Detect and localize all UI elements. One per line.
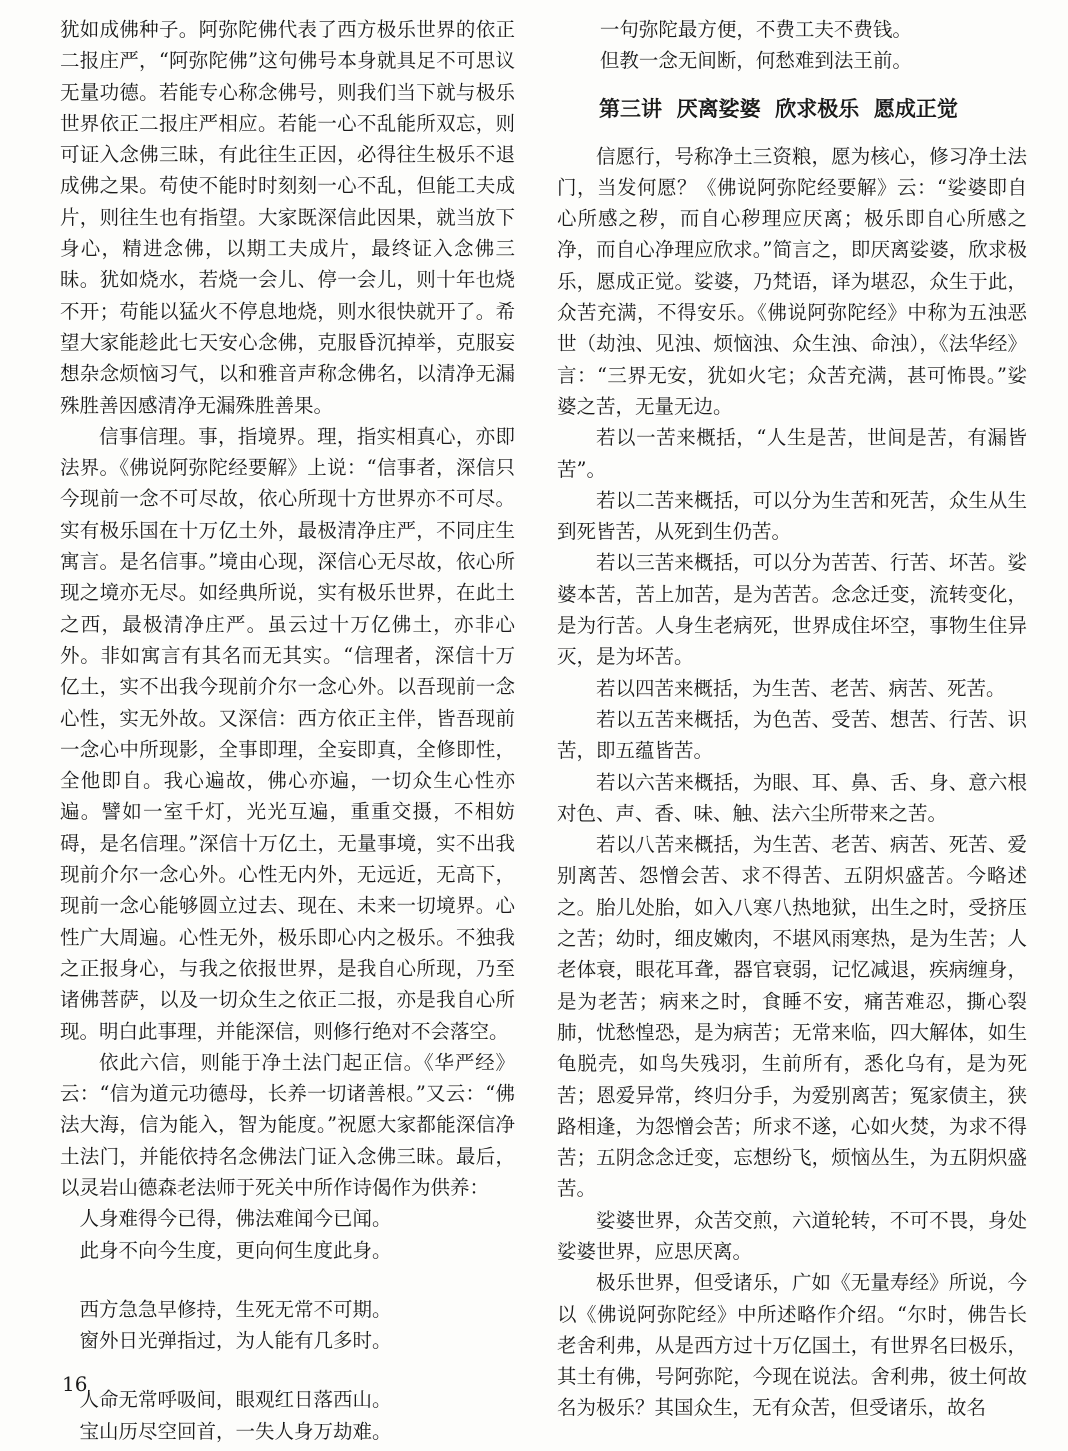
poem-line: 此身不向今生度，更向何生度此身。 [79,1238,392,1262]
paragraph: 若以二苦来概括，可以分为生苦和死苦，众生从生到死皆苦，从死到生仍苦。 [557,488,1027,544]
poem-line: 人身难得今已得，佛法难闻今已闻。 [79,1207,392,1231]
paragraph: 若以八苦来概括，为生苦、老苦、病苦、死苦、爱别离苦、怨憎会苦、求不得苦、五阴炽盛苦。今略述之。胎儿处胎，如入八寒八热地狱，出生之时，受挤压之苦；幼时，细皮嫩肉，不堪风雨寒热，是为生苦；人老体衰，眼花耳聋，器官衰弱，记忆减退，疾病缠身，是为老苦；病来之时，食睡不安，痛苦难忍，撕心裂肺，忧愁惶恐，是为病苦；无常来临，四大解体，如生龟脱壳，如鸟失残羽，生前所有，悉化乌有，是为死苦；恩爱异常，终归分手，为爱别离苦；冤家债主，狭路相逢，为怨憎会苦；所求不遂，心如火焚，为求不得苦；五阴念念迁变，忘想纷飞，烦恼丛生，为五阴炽盛苦。 [557,833,1027,1201]
right-column [557,14,1027,1424]
poem-line: 一句弥陀最方便，不费工夫不费钱。 [599,18,912,41]
paragraph: 信愿行，号称净土三资粮，愿为核心，修习净土法门，当发何愿？《佛说阿弥陀经要解》云：“娑婆即自心所感之秽，而自心秽理应厌离；极乐即自心所感之净，而自心净理应欣求。”简言之，即厌离娑婆，欣求极乐，愿成正觉。娑婆，乃梵语，译为堪忍，众生于此，众苦充满，不得安乐。《佛说阿弥陀经》中称为五浊恶世（劫浊、见浊、烦恼浊、众生浊、命浊），《法华经》言：“三界无安，犹如火宅；众苦充满，甚可怖畏。”娑婆之苦，无量无边。 [557,144,1027,418]
paragraph: 依此六信，则能于净土法门起正信。《华严经》云：“信为道元功德母，长养一切诸善根。”又云：“佛法大海，信为能入，智为能度。”祝愿大家都能深信净土法门，并能依持名念佛法门证入念佛三昧。最后，以灵岩山德森老法师于死关中所作诗偈作为供养： [60,1050,515,1199]
paragraph: 若以一苦来概括，“人生是苦，世间是苦，有漏皆苦”。 [557,426,1027,481]
poem-gap [60,1266,515,1294]
poem-gap [60,1356,515,1384]
paragraph: 若以四苦来概括，为生苦、老苦、病苦、死苦。 [596,676,1006,700]
paragraph: 若以五苦来概括，为色苦、受苦、想苦、行苦、识苦，即五蕴皆苦。 [557,707,1027,763]
paragraph: 若以三苦来概括，可以分为苦苦、行苦、坏苦。娑婆本苦，苦上加苦，是为苦苦。念念迁变，流转变化，是为行苦。人身生老病死，世界成住坏空，事物生住异灭，是为坏苦。 [557,551,1027,669]
paragraph: 犹如成佛种子。阿弥陀佛代表了西方极乐世界的依正二报庄严，“阿弥陀佛”这句佛号本身就具足不可思议无量功德。若能专心称念佛号，则我们当下就与极乐世界依正二报庄严相应。若能一心不乱能所双忘，则可证入念佛三昧，有此往生正因，必得往生极乐不退成佛之果。苟使不能时时刻刻一心不乱，但能工夫成片，则往生也有指望。大家既深信此因果，就当放下身心，精进念佛，以期工夫成片，最终证入念佛三昧。犹如烧水，若烧一会儿、停一会儿，则十年也烧不开；苟能以猛火不停息地烧，则水很快就开了。希望大家能趁此七天安心念佛，克服昏沉掉举，克服妄想杂念烦恼习气，以和雅音声称念佛名，以清净无漏殊胜善因感清净无漏殊胜善果。 [60,18,515,417]
poem-line: 人命无常呼吸间，眼观红日落西山。 [79,1388,392,1412]
paragraph: 娑婆世界，众苦交煎，六道轮转，不可不畏，身处娑婆世界，应思厌离。 [557,1208,1027,1263]
page-number: 16 [62,1372,88,1396]
left-column [60,14,515,1447]
chapter-heading: 第三讲 厌离娑婆 欣求极乐 愿成正觉 [599,96,958,121]
paragraph: 极乐世界，但受诸乐，广如《无量寿经》所说，今以《佛说阿弥陀经》中所述略作介绍。“尔时，佛告长老舍利弗，从是西方过十万亿国土，有世界名曰极乐，其土有佛，号阿弥陀，今现在说法。舍利弗，彼土何故名为极乐？其国众生，无有众苦，但受诸乐，故名 [557,1271,1027,1420]
poem-line: 窗外日光弹指过，为人能有几多时。 [79,1329,392,1353]
poem-line: 西方急急早修持，生死无常不可期。 [79,1297,392,1321]
poem-line: 宝山历尽空回首，一失人身万劫难。 [79,1419,392,1443]
paragraph: 信事信理。事，指境界。理，指实相真心，亦即法界。《佛说阿弥陀经要解》上说：“信事者，深信只今现前一念不可尽故，依心所现十方世界亦不可尽。实有极乐国在十万亿土外，最极清净庄严，不同庄生寓言。是名信事。”境由心现，深信心无尽故，依心所现之境亦无尽。如经典所说，实有极乐世界，在此土之西，最极清净庄严。虽云过十万亿佛土，亦非心外。非如寓言有其名而无其实。“信理者，深信十万亿土，实不出我今现前介尔一念心外。以吾现前一念心性，实无外故。又深信：西方依正主伴，皆吾现前一念心中所现影，全事即理，全妄即真，全修即性，全他即自。我心遍故，佛心亦遍，一切众生心性亦遍。譬如一室千灯，光光互遍，重重交摄，不相妨碍，是名信理。”深信十万亿土，无量事境，实不出我现前介尔一念心外。心性无内外，无远近，无高下，现前一念心能够圆立过去、现在、未来一切境界。心性广大周遍。心性无外，极乐即心内之极乐。不独我之正报身心，与我之依报世界，是我自心所现，乃至诸佛菩萨，以及一切众生之依正二报，亦是我自心所现。明白此事理，并能深信，则修行绝对不会落空。 [60,424,515,1043]
poem-line: 但教一念无间断，何愁难到法王前。 [599,49,912,73]
paragraph: 若以六苦来概括，为眼、耳、鼻、舌、身、意六根对色、声、香、味、触、法六尘所带来之苦。 [557,770,1027,825]
